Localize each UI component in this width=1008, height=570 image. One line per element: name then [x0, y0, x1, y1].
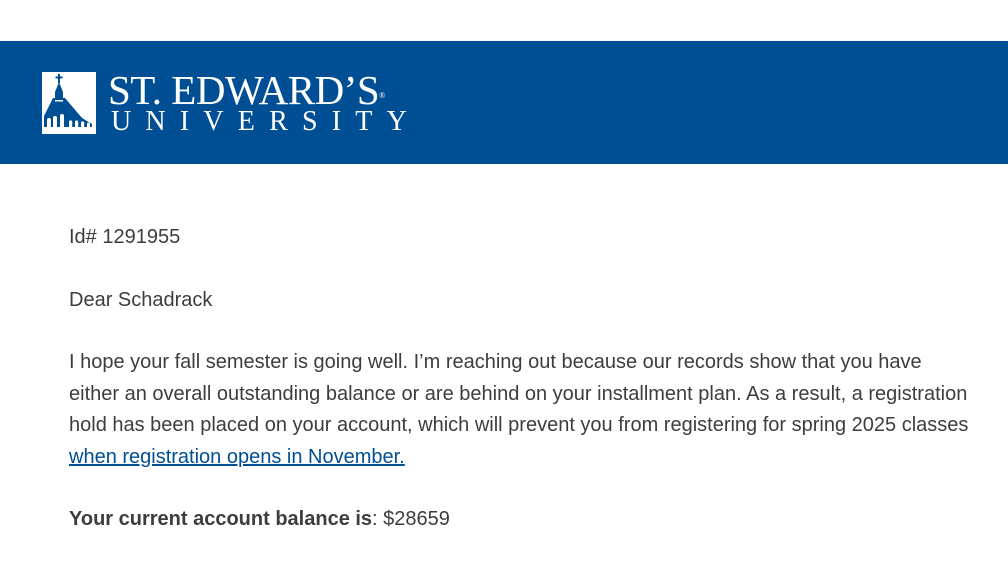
- email-body: [69, 222, 969, 567]
- university-logo[interactable]: [42, 67, 422, 137]
- registered-mark: ®: [379, 91, 385, 100]
- header-banner: [0, 41, 1008, 164]
- balance-value: $28659: [383, 508, 450, 530]
- message-paragraph: [69, 347, 969, 473]
- message-text: I hope your fall semester is going well. I’m reaching out because our records show that you have either an overall outstanding balance or are behind on your installment plan. As a result, a registration hold has been placed on your account, which will prevent you from registering for spring 2025 classes: [69, 351, 969, 436]
- chapel-tower-icon: [42, 72, 96, 134]
- logo-title: ST. EDWARD’S®: [108, 67, 385, 113]
- student-id: Id# 1291955: [69, 226, 181, 248]
- logo-subtitle: UNIVERSITY: [111, 106, 421, 137]
- balance-line: [69, 504, 969, 536]
- balance-label: Your current account balance is: [69, 508, 373, 530]
- registration-link[interactable]: when registration opens in November.: [69, 445, 405, 468]
- greeting: Dear Schadrack: [69, 288, 213, 311]
- balance-separator: :: [372, 508, 378, 530]
